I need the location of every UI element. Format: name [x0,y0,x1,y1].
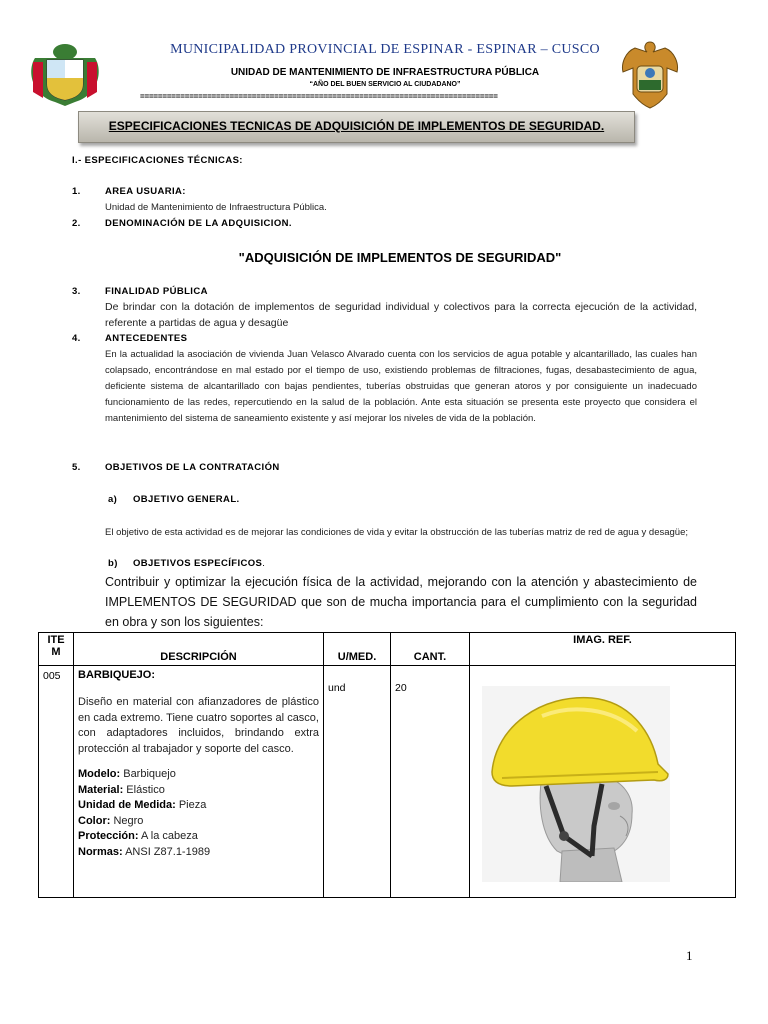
spec-line: Protección: A la cabeza [78,830,198,842]
objetivos-especificos-label: OBJETIVOS ESPECÍFICOS. [133,558,266,569]
items-table [38,632,732,898]
table-row [39,666,736,898]
spec-line: Normas: ANSI Z87.1-1989 [78,845,211,858]
espinar-shield-icon [615,38,685,110]
row-specs [74,757,323,860]
area-text: Unidad de Mantenimiento de Infraestructura Pública. [105,202,327,213]
table-header-row [39,633,736,666]
objetivo-general-label: OBJETIVO GENERAL. [133,494,240,505]
header-umed: U/MED. [324,633,391,666]
unit-name: UNIDAD DE MANTENIMIENTO DE INFRAESTRUCTURA PÚBLICA [230,67,540,78]
header-separator: ================================================================================ [140,92,498,101]
item-number: 4. [72,333,81,344]
year-motto: “AÑO DEL BUEN SERVICIO AL CIUDADANO” [309,81,461,88]
subitem-letter: a) [108,494,118,505]
row-umed: und [324,666,391,898]
item-label-area: AREA USUARIA: [105,186,186,197]
row-cant: 20 [391,666,470,898]
section-title: I.- ESPECIFICACIONES TÉCNICAS: [72,155,243,166]
header-description: DESCRIPCIÓN [74,633,324,666]
peru-coat-of-arms-icon [25,40,105,110]
finalidad-text: De brindar con la dotación de implementos de seguridad individual y colectivos para la correcta ejecución de la actividad, referente a partidas de agua y desagüe [105,301,697,329]
objetivos-especificos-text: Contribuir y optimizar la ejecución física de la actividad, mejorando con la atención y abastecimiento de IMPLEMENTOS DE SEGURIDAD que son de mucha importancia para el cumplimiento con la seguridad en obra y son los siguientes: [105,575,697,629]
item-label-objetivos: OBJETIVOS DE LA CONTRATACIÓN [105,462,280,473]
header-item: ITE M [39,633,74,666]
item-label-antecedentes: ANTECEDENTES [105,333,188,344]
item-number: 5. [72,462,81,473]
row-image-cell [470,666,736,898]
spec-line: Unidad de Medida: Pieza [78,799,207,811]
page-number: 1 [686,948,693,963]
row-title: BARBIQUEJO: [78,669,156,681]
spec-line: Color: Negro [78,814,144,827]
objetivo-general-text: El objetivo de esta actividad es de mejorar las condiciones de vida y evitar la obstrucción de las tuberías matriz de red de agua y desagüe; [105,527,688,538]
header-image-ref: IMAG. REF. [470,633,736,666]
spec-line: Material: Elástico [78,783,165,796]
document-title-banner [78,111,635,143]
spec-line: Modelo: Barbiquejo [78,768,176,780]
item-number: 2. [72,218,81,229]
row-description [74,666,324,898]
banner-text: ESPECIFICACIONES TECNICAS DE ADQUISICIÓN DE IMPLEMENTOS DE SEGURIDAD. [108,119,605,133]
item-number: 3. [72,286,81,297]
organization-title: MUNICIPALIDAD PROVINCIAL DE ESPINAR - ESPINAR – CUSCO [170,42,600,57]
item-number: 1. [72,186,81,197]
antecedentes-text: En la actualidad la asociación de vivienda Juan Velasco Alvarado cuenta con los servicios de agua potable y alcantarillado, las cuales han colapsado, encontrándose en mal estado por el tiempo de uso, existiendo problemas de filtraciones, fugas, desabastecimiento de agua, deficiente sistema de alcantarillado con bajas pendientes, tuberías obstruidas que generan atoros y por consiguiente un inadecuado funcionamiento de las redes, repercutiendo en la salud de la población. Ante esta situación se presenta este proyecto que considera el mantenimiento del sistema de saneamiento existente y así mejorar los niveles de vida de la población. [105,349,697,424]
item-label-finalidad: FINALIDAD PÚBLICA [105,286,208,297]
item-label-denominacion: DENOMINACIÓN DE LA ADQUISICION. [105,218,292,229]
helmet-with-chinstrap-image [482,686,670,882]
row-item: 005 [39,666,74,898]
subitem-letter: b) [108,558,118,569]
acquisition-title: "ADQUISICIÓN DE IMPLEMENTOS DE SEGURIDAD" [238,250,562,265]
row-description-text: Diseño en material con afianzadores de plástico en cada extremo. Tiene cuatro soportes al casco, con adaptadores incluidos, brindando extra protección al trabajador y soporte del casco. [78,696,319,755]
header-cant: CANT. [391,633,470,666]
